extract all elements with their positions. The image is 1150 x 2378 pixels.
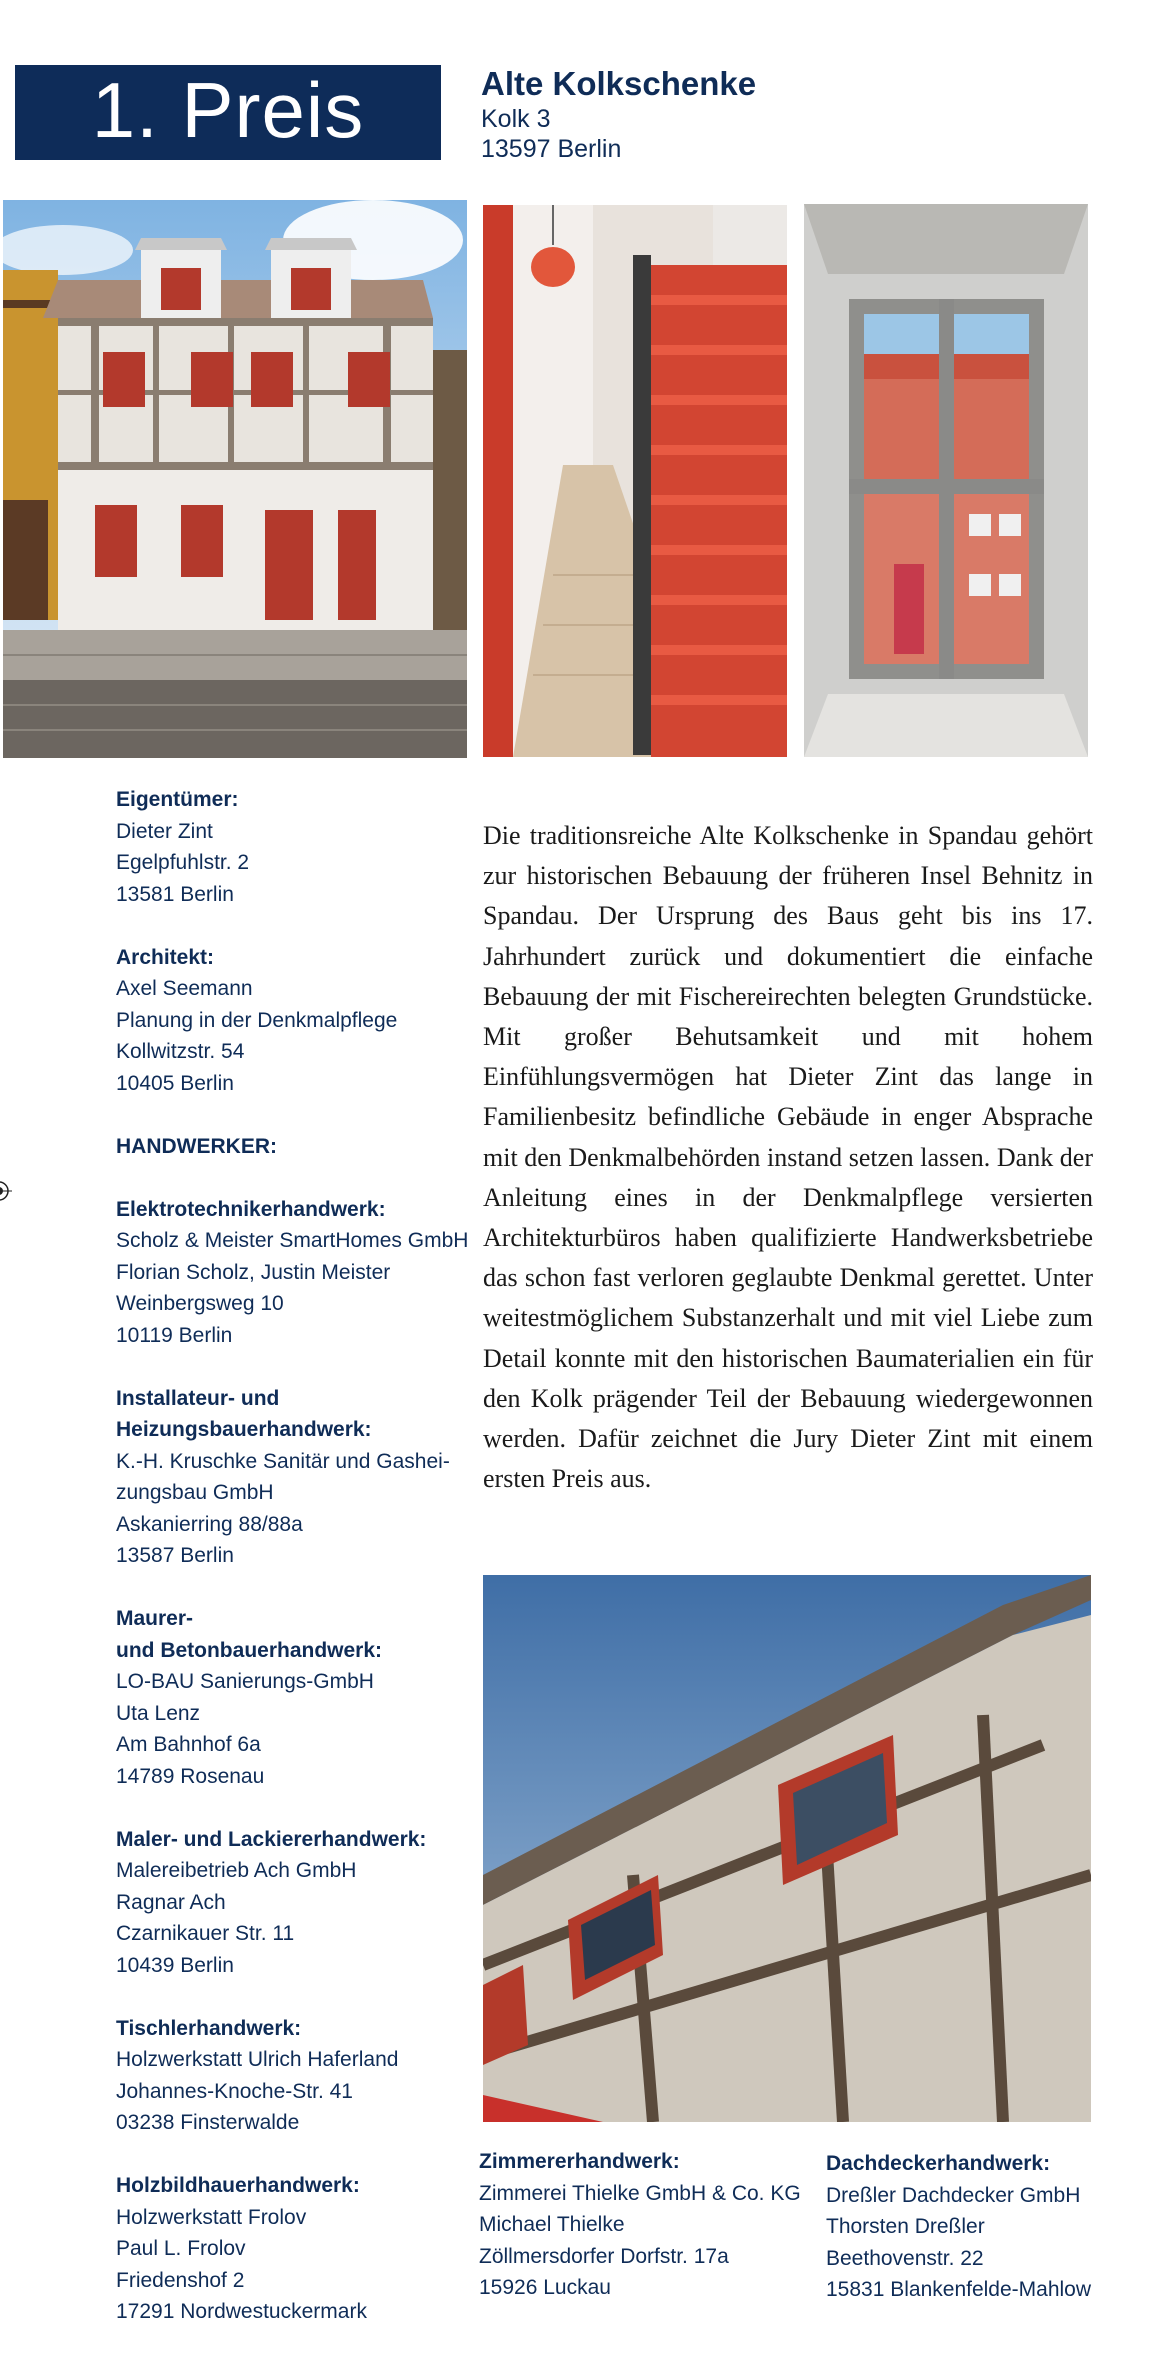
facade-photo	[3, 200, 467, 758]
credit-line: Czarnikauer Str. 11	[116, 1922, 295, 1945]
credit-heading: Maler- und Lackiererhandwerk:	[116, 1827, 427, 1851]
credit-line: Holzwerkstatt Frolov	[116, 2205, 307, 2229]
credit-line: Florian Scholz, Justin Meister	[116, 1260, 391, 1284]
credit-line: 13581 Berlin	[116, 882, 234, 906]
credit-group	[116, 942, 476, 1100]
window-photo	[804, 204, 1088, 757]
credit-line: zungsbau GmbH	[116, 1481, 274, 1504]
credit-dachdecker	[826, 2148, 1096, 2306]
credit-line: Beethovenstr. 22	[826, 2246, 984, 2270]
credit-zimmerer	[479, 2146, 801, 2304]
credits-column	[116, 784, 476, 2359]
credit-line: 03238 Finsterwalde	[116, 2111, 300, 2134]
credit-line: Uta Lenz	[116, 1701, 201, 1725]
credit-line: LO-BAU Sanierungs-GmbH	[116, 1670, 374, 1693]
credit-group	[116, 784, 476, 910]
credit-line: 15926 Luckau	[479, 2276, 611, 2299]
project-city: 13597 Berlin	[481, 135, 622, 163]
project-title: Alte Kolkschenke	[481, 65, 757, 102]
credit-group	[116, 1383, 476, 1572]
jury-statement: Die traditionsreiche Alte Kolkschenke in Spandau gehört zur historischen Bebauung der früheren Insel Behnitz in Spandau. Der Ursprung des Baus geht bis ins 17. Jahrhundert zurück und dokumentiert die einfache Bebauung der mit Fischereirechten belegten Grundstücke. Mit großer Behutsamkeit und mit hohem Einfühlungsvermögen hat Dieter Zint das lange in Familienbesitz befindliche Gebäude in enger Absprache mit den Denkmalbehörden instand setzen lassen. Dank der Anleitung eines in der Denkmalpflege versierten Architekturbüros haben qualifizierte Handwerksbetriebe das schon fast verloren geglaubte Denkmal gerettet. Unter weitestmöglichem Substanzerhalt und mit viel Liebe zum Detail konnte mit den historischen Baumaterialien ein für den Kolk prägender Teil der Bebauung wiedergewonnen werden. Dafür zeichnet die Jury Dieter Zint mit einem ersten Preis aus.	[483, 821, 1093, 1494]
credit-heading: Tischlerhandwerk:	[116, 2016, 302, 2040]
credit-line: Am Bahnhof 6a	[116, 1733, 261, 1756]
credit-line: Dreßler Dachdecker GmbH	[826, 2183, 1081, 2207]
credit-heading: HANDWERKER:	[116, 1134, 277, 1158]
credit-heading: Eigentümer:	[116, 788, 239, 811]
credit-group	[116, 1194, 476, 1352]
credit-line: Zöllmersdorfer Dorfstr. 17a	[479, 2244, 729, 2268]
credit-heading: Architekt:	[116, 945, 215, 969]
credit-line: Paul L. Frolov	[116, 2237, 246, 2260]
staircase-photo	[483, 205, 787, 757]
prize-badge-label: 1. Preis	[91, 66, 365, 154]
credit-line: Zimmerei Thielke GmbH & Co. KG	[479, 2181, 801, 2205]
credit-line: 10405 Berlin	[116, 1071, 234, 1095]
credit-heading: und Betonbauerhandwerk:	[116, 1638, 383, 1662]
credit-line: Malereibetrieb Ach GmbH	[116, 1859, 357, 1882]
credit-line: Weinbergsweg 10	[116, 1292, 284, 1315]
credit-heading: Installateur- und	[116, 1386, 280, 1410]
credit-group	[116, 2170, 476, 2328]
credit-heading: Dachdeckerhandwerk:	[826, 2152, 1051, 2175]
credit-line: Johannes-Knoche-Str. 41	[116, 2079, 353, 2103]
timber-frame-detail-photo	[483, 1575, 1091, 2122]
credit-line: 13587 Berlin	[116, 1544, 234, 1567]
credit-group	[116, 1824, 476, 1982]
credit-line: Dieter Zint	[116, 819, 213, 843]
credit-line: 10439 Berlin	[116, 1953, 234, 1977]
credit-line: 10119 Berlin	[116, 1323, 233, 1347]
credit-line: Kollwitzstr. 54	[116, 1040, 245, 1063]
credit-line: 14789 Rosenau	[116, 1764, 265, 1788]
credit-group	[116, 2013, 476, 2139]
credit-line: Scholz & Meister SmartHomes GmbH	[116, 1229, 469, 1252]
credit-line: Ragnar Ach	[116, 1890, 226, 1914]
credit-line: Askanierring 88/88a	[116, 1512, 303, 1536]
credit-line: 17291 Nordwestuckermark	[116, 2300, 367, 2323]
credit-heading: Elektrotechnikerhandwerk:	[116, 1197, 386, 1221]
registration-mark-icon	[0, 1178, 12, 1204]
credit-line: Michael Thielke	[479, 2213, 625, 2236]
project-street: Kolk 3	[481, 105, 551, 133]
credit-line: Holzwerkstatt Ulrich Haferland	[116, 2048, 399, 2071]
credit-heading: Holzbildhauerhandwerk:	[116, 2174, 360, 2197]
credit-line: Axel Seemann	[116, 977, 253, 1000]
credit-line: 15831 Blankenfelde-Mahlow	[826, 2278, 1092, 2301]
credit-line: K.-H. Kruschke Sanitär und Gashei-	[116, 1449, 450, 1473]
credit-heading: Maurer-	[116, 1607, 194, 1630]
credit-group	[116, 1603, 476, 1792]
credit-line: Planung in der Denkmalpflege	[116, 1008, 398, 1032]
credit-line: Thorsten Dreßler	[826, 2215, 985, 2238]
credit-heading: Heizungsbauerhandwerk:	[116, 1418, 372, 1441]
credit-group	[116, 1131, 476, 1163]
credit-line: Egelpfuhlstr. 2	[116, 851, 250, 874]
credit-line: Friedenshof 2	[116, 2268, 245, 2292]
credit-heading: Zimmererhandwerk:	[479, 2150, 680, 2173]
